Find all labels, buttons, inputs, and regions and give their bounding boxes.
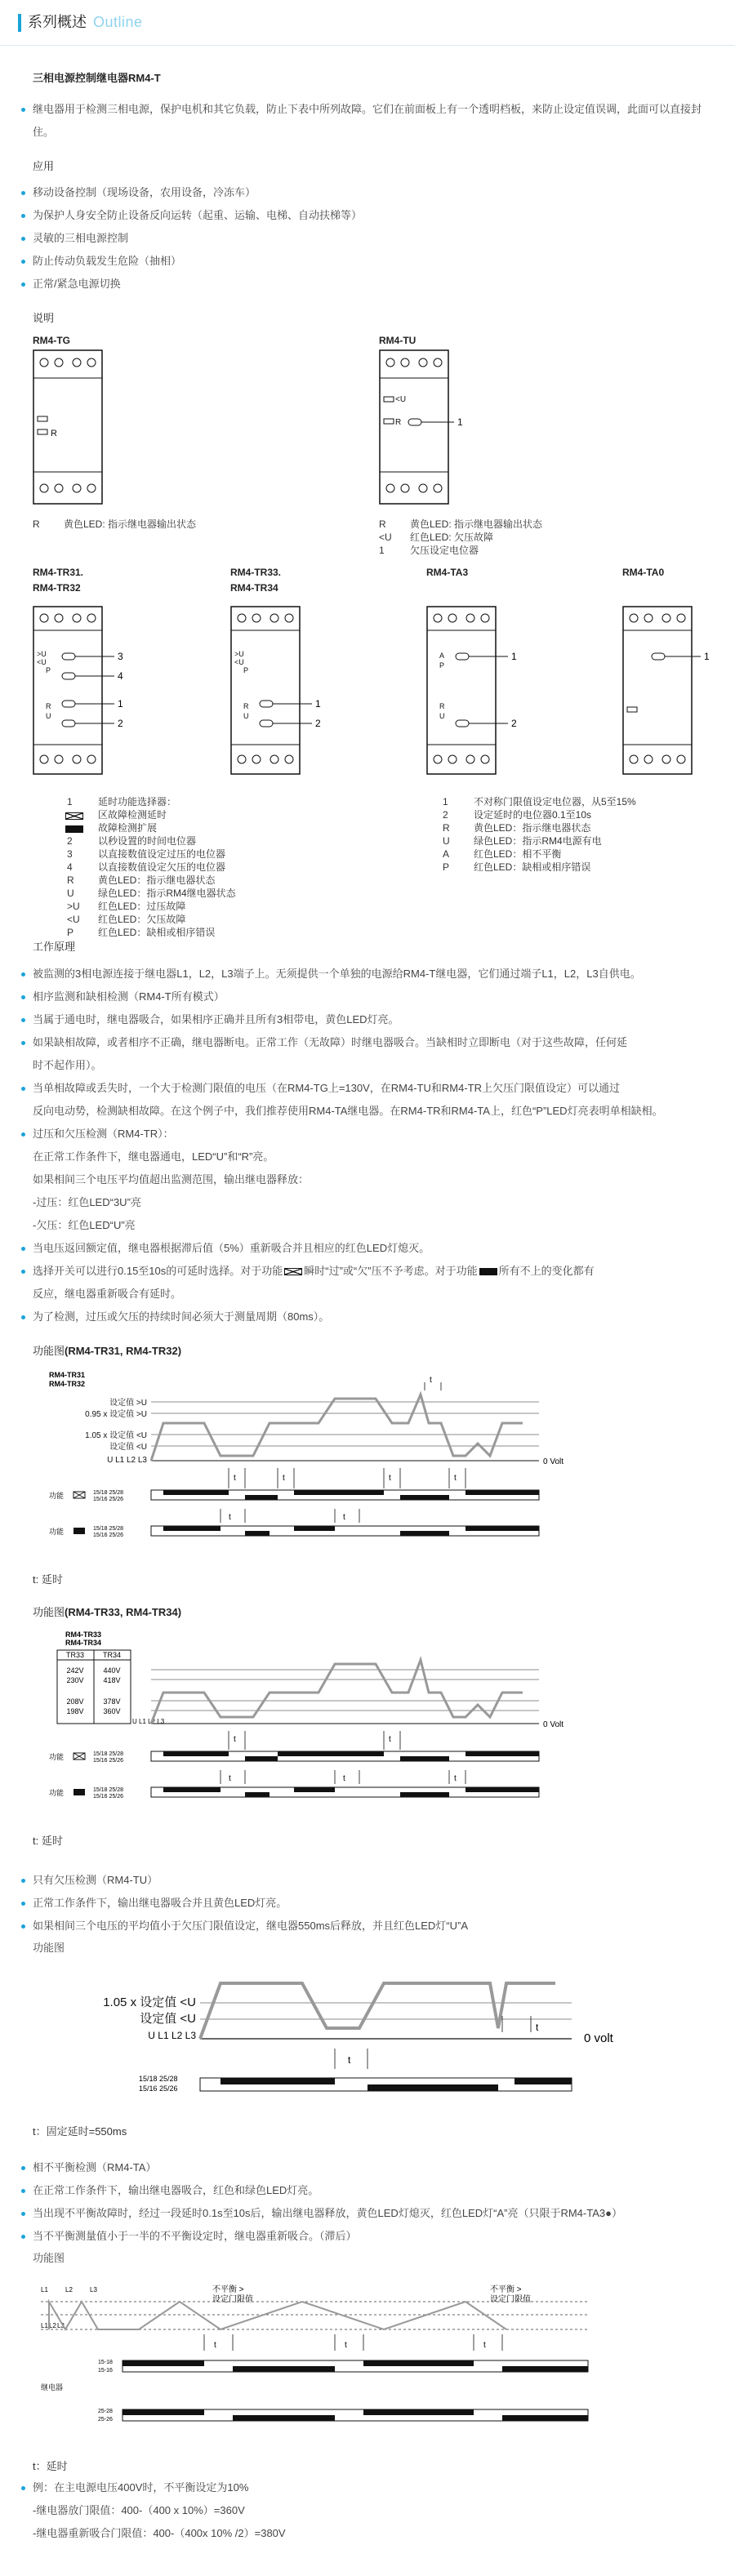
devices-row-1	[18, 333, 717, 557]
header-subtitle: Outline	[93, 13, 143, 30]
timing-diagram-tr33	[33, 1627, 637, 1831]
svg-text:25-28: 25-28	[98, 2408, 113, 2414]
panel-label-r: R	[51, 429, 57, 439]
svg-text:230V: 230V	[66, 1675, 84, 1684]
device-title-tr31: RM4-TR31. RM4-TR32	[33, 567, 84, 594]
svg-text:t: t	[454, 1473, 457, 1483]
list-item: 被监测的3相电源连接于继电器L1，L2，L3端子上。无须提供一个单独的电源给RM4-T继电器，它们通过端子L1，L2，L3自供电。	[18, 963, 717, 985]
list-item: 当电压返回额定值，继电器根据滞后值（5%）重新吸合并且相应的红色LED灯熄灭。	[18, 1237, 717, 1260]
timing-diagram-tr31	[33, 1366, 637, 1570]
header	[0, 0, 735, 46]
svg-text:TR33: TR33	[65, 1650, 85, 1659]
list-item: -过压：红色LED“3U”亮	[33, 1195, 141, 1208]
svg-text:设定值 >U: 设定值 >U	[109, 1398, 147, 1408]
svg-text:功能: 功能	[49, 1527, 65, 1536]
svg-text:L1: L1	[41, 2321, 48, 2329]
list-item: 反应，继电器重新吸合有延时。	[33, 1287, 182, 1300]
svg-text:0 Volt: 0 Volt	[543, 1720, 564, 1729]
device-drawing-ta0	[622, 606, 728, 777]
svg-text:功能: 功能	[49, 1788, 65, 1797]
svg-text:P: P	[243, 666, 249, 675]
list-item: 正常工作条件下，输出继电器吸合并且黄色LED灯亮。	[18, 1892, 717, 1915]
list-item: 当属于通电时，继电器吸合，如果相序正确并且所有3相带电，黄色LED灯亮。	[18, 1008, 717, 1031]
intro-text: 继电器用于检测三相电源，保护电机和其它负载，防止下表中所列故障。它们在前面板上有一个透明档板，来防止设定值误调，此面可以直接封住。	[18, 98, 717, 144]
extend-bar-icon	[65, 825, 83, 833]
device-title-tg: RM4-TG	[33, 335, 70, 347]
list-item: 过压和欠压检测（RM4-TR）：	[18, 1123, 717, 1146]
svg-text:功能: 功能	[49, 1752, 65, 1761]
svg-text:A: A	[439, 652, 445, 661]
svg-text:U L1 L2 L3: U L1 L2 L3	[132, 1717, 165, 1725]
svg-text:U: U	[46, 712, 51, 721]
svg-text:2: 2	[118, 718, 123, 730]
svg-text:设定值 <U: 设定值 <U	[140, 2011, 196, 2026]
svg-text:1.05 x 设定值 <U: 1.05 x 设定值 <U	[103, 1995, 196, 2009]
legend-tr: 1 延时功能选择器： 区故障检测延时 故障检测扩展 2 以秒设置的时间电位器 3 以直接数值设定过压的电位器 4 以直接数值设定欠压的电位器 R 黄色LED：指示继电器状态 U 绿色LED：指示RM4继电器状态 >U 红色LED：过压故障 <U 红色LED：欠压故障 P 红色LED：缺相或相序错误	[67, 796, 236, 939]
svg-text:L3: L3	[90, 2285, 97, 2293]
svg-text:15/18 25/28: 15/18 25/28	[93, 1489, 123, 1496]
svg-text:设定值 <U: 设定值 <U	[109, 1442, 147, 1452]
svg-text:t: t	[283, 1473, 285, 1483]
svg-text:25-26: 25-26	[98, 2416, 113, 2423]
svg-text:t: t	[343, 1512, 345, 1522]
svg-text:378V: 378V	[103, 1697, 121, 1706]
svg-text:1: 1	[457, 416, 463, 429]
svg-text:15/16 25/26: 15/16 25/26	[139, 2084, 178, 2093]
svg-text:<U: <U	[234, 658, 244, 667]
svg-text:15/18 25/28: 15/18 25/28	[93, 1786, 123, 1793]
svg-text:4: 4	[118, 670, 123, 683]
header-accent-bar	[18, 14, 21, 32]
product-title: 三相电源控制继电器RM4-T	[33, 72, 161, 84]
svg-text:L3: L3	[57, 2321, 65, 2329]
svg-text:功能: 功能	[49, 1491, 65, 1500]
device-drawing-ta3	[426, 606, 541, 777]
svg-text:2: 2	[315, 718, 321, 730]
svg-text:<U: <U	[37, 658, 47, 667]
ta-list	[18, 2156, 717, 2248]
list-item: 选择开关可以进行0.15至10s的可延时选择。对于功能 瞬时“过”或“欠”压不予考虑。对于功能 所有不上的变化都有	[18, 1260, 717, 1283]
svg-text:t: t	[389, 1473, 391, 1483]
svg-text:P: P	[439, 661, 445, 670]
svg-text:L1: L1	[41, 2285, 48, 2293]
legend-tu: R 黄色LED: 指示继电器输出状态 <U 红色LED: 欠压故障 1 欠压设定电位器	[379, 518, 543, 557]
timing-diagram-ta	[33, 2269, 637, 2457]
svg-text:L2: L2	[65, 2285, 73, 2293]
list-item: 为保护人身安全防止设备反向运转（起重、运输、电梯、自动扶梯等）	[18, 204, 717, 227]
list-item: 灵敏的三相电源控制	[18, 227, 717, 250]
svg-text:t: t	[536, 2021, 539, 2033]
svg-text:继电器: 继电器	[41, 2382, 64, 2391]
svg-text:U L1 L2 L3: U L1 L2 L3	[148, 2029, 196, 2041]
svg-text:设定门限值: 设定门限值	[490, 2294, 531, 2304]
svg-text:RM4-TR32: RM4-TR32	[49, 1379, 86, 1388]
device-drawing-tu	[379, 349, 493, 505]
svg-text:2: 2	[511, 718, 517, 730]
svg-text:R: R	[243, 702, 249, 711]
device-drawing-tr33	[230, 606, 345, 777]
svg-text:<U: <U	[395, 395, 407, 405]
svg-text:t: t	[348, 2053, 351, 2066]
svg-text:L2: L2	[49, 2321, 56, 2329]
tu-diagram-label: 功能图	[33, 1941, 65, 1954]
svg-text:0 volt: 0 volt	[584, 2031, 613, 2045]
list-item: 时不起作用）。	[33, 1058, 102, 1071]
diagram1-note: t: 延时	[33, 1573, 63, 1586]
svg-text:U L1 L2 L3: U L1 L2 L3	[107, 1455, 147, 1465]
delay-x-icon	[284, 1268, 302, 1275]
svg-text:15/18 25/28: 15/18 25/28	[93, 1525, 123, 1532]
list-item: 当出现不平衡故障时，经过一段延时0.1s至10s后，输出继电器释放，黄色LED灯熄灭，红色LED灯“A”亮（只限于RM4-TA3●）	[18, 2202, 717, 2225]
svg-text:>U: >U	[37, 650, 47, 659]
svg-text:t: t	[454, 1773, 457, 1783]
diagram1-title: 功能图(RM4-TR31, RM4-TR32)	[33, 1344, 182, 1357]
legend-tg: R 黄色LED: 指示继电器输出状态	[33, 518, 197, 531]
extend-bar-icon	[479, 1268, 497, 1275]
example-line: -继电器放门限值：400-（400 x 10%）=360V	[33, 2503, 245, 2516]
svg-text:418V: 418V	[103, 1675, 121, 1684]
list-item: 如果相间三个电压的平均值小于欠压门限值设定，继电器550ms后释放，并且红色LED灯“U”A	[18, 1915, 717, 1938]
svg-text:440V: 440V	[103, 1666, 121, 1675]
svg-text:TR34: TR34	[102, 1650, 122, 1659]
description-title: 说明	[33, 312, 55, 325]
device-title-tr33: RM4-TR33. RM4-TR34	[230, 567, 282, 594]
svg-text:1: 1	[118, 698, 123, 710]
svg-text:RM4-TR34: RM4-TR34	[65, 1638, 102, 1647]
list-item: 反向电动势，检测缺相故障。在这个例子中，我们推荐使用RM4-TA继电器。在RM4-TR和RM4-TA上，红色“P”LED灯亮表明单相缺相。	[33, 1104, 663, 1117]
svg-text:15/18 25/28: 15/18 25/28	[139, 2074, 178, 2083]
svg-text:t: t	[345, 2340, 347, 2350]
list-item: 相不平衡检测（RM4-TA）	[18, 2156, 717, 2179]
svg-text:不平衡 >: 不平衡 >	[490, 2285, 522, 2294]
svg-text:t: t	[389, 1734, 391, 1744]
svg-text:t: t	[214, 2340, 216, 2350]
svg-text:15/16 25/26: 15/16 25/26	[93, 1793, 123, 1800]
svg-text:设定门限值: 设定门限值	[212, 2294, 253, 2304]
svg-text:P: P	[46, 666, 51, 675]
svg-text:208V: 208V	[66, 1697, 84, 1706]
list-item: 当不平衡测量值小于一半的不平衡设定时，继电器重新吸合。（滞后）	[18, 2225, 717, 2248]
principle-list	[18, 963, 717, 1328]
svg-text:t: t	[343, 1773, 345, 1783]
svg-text:15/16 25/26: 15/16 25/26	[93, 1532, 123, 1538]
list-item: 当单相故障或丢失时，一个大于检测门限值的电压（在RM4-TG上=130V，在RM4-TU和RM4-TR上欠压门限值设定）可以通过	[18, 1077, 717, 1100]
list-item: 为了检测，过压或欠压的持续时间必须大于测量周期（80ms）。	[18, 1306, 717, 1328]
svg-text:t: t	[229, 1773, 231, 1783]
application-list	[18, 181, 717, 296]
svg-text:t: t	[229, 1512, 231, 1522]
svg-text:不平衡 >: 不平衡 >	[212, 2285, 244, 2294]
diagram2-note: t: 延时	[33, 1834, 63, 1847]
list-item: 只有欠压检测（RM4-TU）	[18, 1869, 717, 1892]
list-item: 在正常工作条件下，继电器通电，LED“U”和“R”亮。	[33, 1150, 274, 1163]
list-item: 如果相间三个电压平均值超出监测范围，输出继电器释放：	[33, 1172, 310, 1186]
list-item: 如果缺相故障，或者相序不正确，继电器断电。正常工作（无故障）时继电器吸合。当缺相时立即断电（对于这些故障，任何延	[18, 1031, 717, 1054]
svg-text:t: t	[234, 1734, 236, 1744]
svg-text:15/18 25/28: 15/18 25/28	[93, 1751, 123, 1757]
header-title: 系列概述	[28, 13, 87, 30]
svg-text:1: 1	[511, 651, 517, 663]
svg-text:15-16: 15-16	[98, 2367, 113, 2374]
svg-text:RM4-TR33: RM4-TR33	[65, 1630, 102, 1639]
principle-title: 工作原理	[33, 941, 76, 954]
list-item: -欠压：红色LED“U”亮	[33, 1218, 136, 1231]
svg-text:15-18: 15-18	[98, 2359, 113, 2365]
timing-diagram-tu	[33, 1959, 637, 2122]
svg-text:198V: 198V	[66, 1706, 84, 1715]
ta-diagram-label: 功能图	[33, 2251, 65, 2264]
svg-text:t: t	[483, 2340, 486, 2350]
delay-x-icon	[65, 812, 83, 820]
svg-text:0 Volt: 0 Volt	[543, 1457, 564, 1466]
svg-text:0.95 x 设定值 >U: 0.95 x 设定值 >U	[85, 1409, 147, 1419]
svg-text:1.05 x 设定值 <U: 1.05 x 设定值 <U	[85, 1430, 147, 1440]
list-item: 在正常工作条件下，输出继电器吸合，红色和绿色LED灯亮。	[18, 2179, 717, 2202]
example-line: 例：在主电源电压400V时，不平衡设定为10%	[18, 2476, 717, 2499]
device-title-tu: RM4-TU	[379, 335, 416, 347]
device-title-ta3: RM4-TA3	[426, 567, 469, 579]
tu-note: t：固定延时=550ms	[33, 2124, 127, 2138]
svg-text:t: t	[234, 1473, 236, 1483]
legend-ta: 1 不对称门限值设定电位器，从5至15% 2 设定延时的电位器0.1至10s R 黄色LED：指示继电器状态 U 绿色LED：指示RM4电源有电 A 红色LED：相不平衡 P 红色LED：缺相或相序错误	[443, 796, 636, 874]
svg-text:1: 1	[704, 651, 710, 663]
device-drawing-tr31	[33, 606, 147, 777]
svg-text:R: R	[46, 702, 51, 711]
svg-text:R: R	[395, 418, 402, 428]
list-item: 移动设备控制（现场设备，农用设备，冷冻车）	[18, 181, 717, 204]
svg-text:242V: 242V	[66, 1666, 84, 1675]
devices-row-2	[18, 565, 717, 939]
svg-text:1: 1	[315, 698, 321, 710]
ta-note: t：延时	[33, 2459, 68, 2472]
svg-text:U: U	[439, 712, 445, 721]
example-line: -继电器重新吸合门限值：400-（400x 10% /2）=380V	[33, 2526, 286, 2539]
list-item: 防止传动负载发生危险（抽相）	[18, 250, 717, 273]
svg-text:15/16 25/26: 15/16 25/26	[93, 1757, 123, 1764]
device-title-ta0: RM4-TA0	[622, 567, 665, 579]
svg-text:15/16 25/26: 15/16 25/26	[93, 1496, 123, 1502]
list-item: 正常/紧急电源切换	[18, 273, 717, 296]
svg-text:3: 3	[118, 651, 123, 663]
device-drawing-tg	[33, 349, 103, 505]
svg-text:RM4-TR31: RM4-TR31	[49, 1370, 86, 1379]
application-title: 应用	[33, 160, 55, 173]
svg-text:360V: 360V	[103, 1706, 121, 1715]
diagram2-title: 功能图(RM4-TR33, RM4-TR34)	[33, 1605, 182, 1618]
svg-text:R: R	[439, 702, 445, 711]
svg-text:U: U	[243, 712, 249, 721]
list-item: 相序监测和缺相检测（RM4-T所有模式）	[18, 985, 717, 1008]
tu-list	[18, 1869, 717, 1938]
svg-text:t: t	[430, 1375, 432, 1385]
svg-text:>U: >U	[234, 650, 244, 659]
